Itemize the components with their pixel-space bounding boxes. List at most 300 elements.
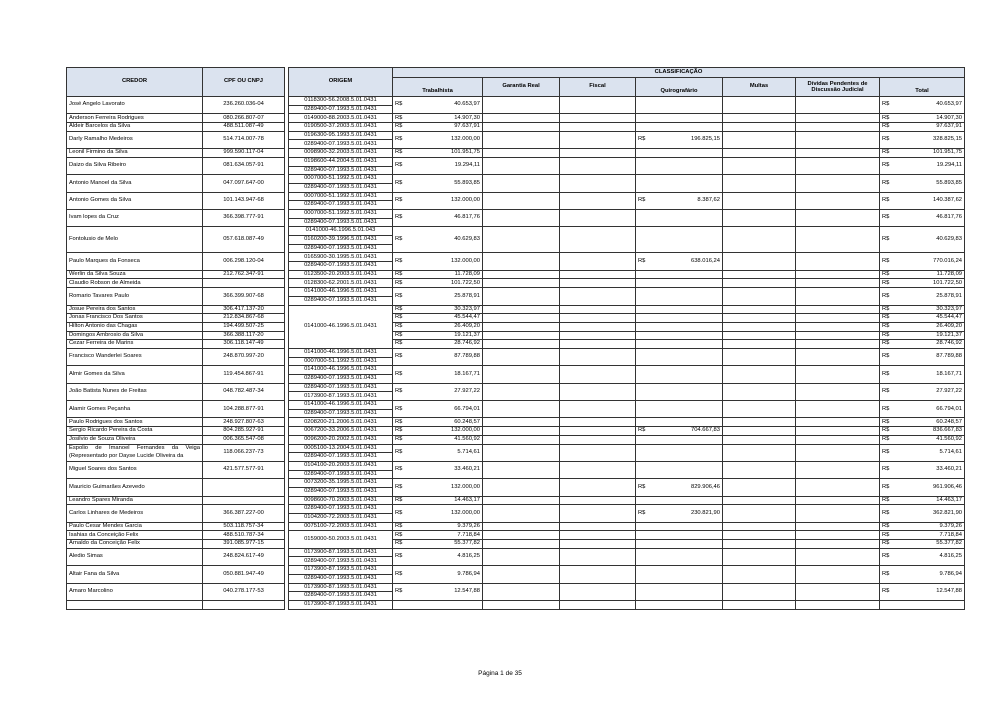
fiscal-cell <box>560 366 636 383</box>
trabalhista-currency: R$ <box>393 123 407 132</box>
trabalhista-currency: R$ <box>393 97 407 114</box>
table-row <box>67 305 965 314</box>
total-value: 45.544,47 <box>893 314 965 323</box>
trabalhista-currency: R$ <box>393 314 407 323</box>
trabalhista-value: 101.722,50 <box>407 279 483 288</box>
fiscal-cell <box>560 461 636 478</box>
total-currency: R$ <box>880 227 893 253</box>
dividas-cell <box>796 209 880 226</box>
origem-cell: 0289400-07.1993.5.01.0431 <box>289 218 393 227</box>
trabalhista-value: 60.248,57 <box>407 418 483 427</box>
total-currency: R$ <box>880 175 893 192</box>
fiscal-cell <box>560 305 636 314</box>
origem-cell: 0075100-72.2003.5.01.0431 <box>289 522 393 531</box>
garantia-real-cell <box>483 461 560 478</box>
fiscal-cell <box>560 548 636 565</box>
multas-cell <box>723 461 796 478</box>
col-credor: CREDOR <box>67 68 203 97</box>
quirografario-value <box>649 522 723 531</box>
trabalhista-currency: R$ <box>393 209 407 226</box>
quirografario-currency <box>636 97 649 114</box>
credor-cell: Leandro Spares Miranda <box>67 496 203 505</box>
credor-cell: José Angelo Lavorato <box>67 97 203 114</box>
garantia-real-cell <box>483 348 560 365</box>
origem-cell: 0098900-32.2003.5.01.0431 <box>289 149 393 158</box>
multas-cell <box>723 279 796 288</box>
cpf-cell: 488.510.787-34 <box>203 531 285 540</box>
dividas-cell <box>796 270 880 279</box>
total-currency: R$ <box>880 566 893 583</box>
dividas-cell <box>796 531 880 540</box>
cpf-cell: 366.387.227-00 <box>203 505 285 522</box>
table-row <box>67 531 965 540</box>
dividas-cell <box>796 288 880 305</box>
cpf-cell: 999.590.117-04 <box>203 149 285 158</box>
quirografario-currency <box>636 600 649 609</box>
credor-cell: Paulo Rodrigues dos Santos <box>67 418 203 427</box>
fiscal-cell <box>560 149 636 158</box>
total-value: 836.667,83 <box>893 427 965 436</box>
fiscal-cell <box>560 209 636 226</box>
origem-cell: 0289400-07.1993.5.01.0431 <box>289 296 393 305</box>
trabalhista-currency: R$ <box>393 522 407 531</box>
fiscal-cell <box>560 279 636 288</box>
origem-cell: 0165900-30.1995.5.01.0431 <box>289 253 393 262</box>
multas-cell <box>723 114 796 123</box>
trabalhista-value: 9.379,26 <box>407 522 483 531</box>
fiscal-cell <box>560 427 636 436</box>
quirografario-currency <box>636 123 649 132</box>
credor-cell: Antonio Manoel da Silva <box>67 175 203 192</box>
cpf-cell <box>203 496 285 505</box>
total-currency: R$ <box>880 157 893 174</box>
total-currency: R$ <box>880 505 893 522</box>
col-origem: ORIGEM <box>289 68 393 97</box>
fiscal-cell <box>560 496 636 505</box>
quirografario-currency <box>636 548 649 565</box>
multas-cell <box>723 444 796 461</box>
quirografario-currency <box>636 114 649 123</box>
cpf-cell: 306.417.137-20 <box>203 305 285 314</box>
cpf-cell: 366.388.117-20 <box>203 331 285 340</box>
fiscal-cell <box>560 600 636 609</box>
cpf-cell: 006.298.120-04 <box>203 253 285 270</box>
origem-cell: 0289400-07.1993.5.01.0431 <box>289 592 393 601</box>
cpf-cell: 118.066.237-73 <box>203 444 285 461</box>
garantia-real-cell <box>483 505 560 522</box>
trabalhista-value: 66.794,01 <box>407 401 483 418</box>
origem-cell: 0141000-46.1996.5.01.0431 <box>289 366 393 375</box>
garantia-real-cell <box>483 227 560 253</box>
table-row <box>67 348 965 357</box>
trabalhista-currency: R$ <box>393 322 407 331</box>
cpf-cell: 503.118.757-34 <box>203 522 285 531</box>
total-value: 55.377,82 <box>893 540 965 549</box>
total-value: 5.714,61 <box>893 444 965 461</box>
fiscal-cell <box>560 418 636 427</box>
cpf-cell: 366.398.777-91 <box>203 209 285 226</box>
total-currency: R$ <box>880 348 893 365</box>
multas-cell <box>723 270 796 279</box>
trabalhista-currency: R$ <box>393 366 407 383</box>
total-value: 55.893,85 <box>893 175 965 192</box>
trabalhista-value: 11.728,09 <box>407 270 483 279</box>
dividas-cell <box>796 600 880 609</box>
trabalhista-value: 14.463,17 <box>407 496 483 505</box>
table-row <box>67 131 965 140</box>
multas-cell <box>723 531 796 540</box>
total-value: 28.746,92 <box>893 340 965 349</box>
trabalhista-currency: R$ <box>393 401 407 418</box>
table-row <box>67 192 965 201</box>
quirografario-currency <box>636 435 649 444</box>
total-currency: R$ <box>880 435 893 444</box>
origem-cell: 0173900-87.1993.5.01.0431 <box>289 566 393 575</box>
origem-cell: 0289400-07.1993.5.01.0431 <box>289 105 393 114</box>
quirografario-value <box>649 600 723 609</box>
dividas-cell <box>796 383 880 400</box>
credor-cell: Domingos Ambrosio da Silva <box>67 331 203 340</box>
credor-cell: Hilton Antonio das Chagas <box>67 322 203 331</box>
trabalhista-value: 87.789,88 <box>407 348 483 365</box>
origem-cell: 0190500-37.2003.5.01.0431 <box>289 123 393 132</box>
quirografario-value <box>649 97 723 114</box>
dividas-cell <box>796 340 880 349</box>
trabalhista-value: 132.000,00 <box>407 253 483 270</box>
fiscal-cell <box>560 270 636 279</box>
quirografario-value <box>649 348 723 365</box>
cpf-cell: 047.097.647-00 <box>203 175 285 192</box>
multas-cell <box>723 496 796 505</box>
table-row <box>67 479 965 488</box>
total-currency: R$ <box>880 401 893 418</box>
multas-cell <box>723 340 796 349</box>
trabalhista-value <box>407 600 483 609</box>
trabalhista-value: 101.951,75 <box>407 149 483 158</box>
garantia-real-cell <box>483 383 560 400</box>
total-value: 33.460,21 <box>893 461 965 478</box>
quirografario-value <box>649 157 723 174</box>
quirografario-value <box>649 444 723 461</box>
credor-cell: Cezar Ferreira de Marins <box>67 340 203 349</box>
dividas-cell <box>796 175 880 192</box>
origem-cell: 0289400-07.1993.5.01.0431 <box>289 409 393 418</box>
cpf-cell: 366.399.907-68 <box>203 288 285 305</box>
quirografario-currency <box>636 444 649 461</box>
origem-cell: 0104200-72.2003.5.01.0431 <box>289 514 393 523</box>
garantia-real-cell <box>483 192 560 209</box>
dividas-cell <box>796 583 880 600</box>
trabalhista-value: 14.907,30 <box>407 114 483 123</box>
credor-cell: Aledio Simas <box>67 548 203 565</box>
quirografario-value: 638.016,24 <box>649 253 723 270</box>
origem-cell: 0141000-46.1996.5.01.0431 <box>289 305 393 348</box>
fiscal-cell <box>560 123 636 132</box>
fiscal-cell <box>560 340 636 349</box>
trabalhista-currency: R$ <box>393 253 407 270</box>
trabalhista-value: 41.560,92 <box>407 435 483 444</box>
trabalhista-currency: R$ <box>393 548 407 565</box>
multas-cell <box>723 418 796 427</box>
total-currency: R$ <box>880 479 893 496</box>
credor-cell: Arnaldo da Conceição Felix <box>67 540 203 549</box>
trabalhista-value: 132.000,00 <box>407 505 483 522</box>
trabalhista-currency: R$ <box>393 192 407 209</box>
quirografario-value <box>649 175 723 192</box>
quirografario-value <box>649 496 723 505</box>
total-value: 12.547,88 <box>893 583 965 600</box>
multas-cell <box>723 209 796 226</box>
credor-cell: Almir Gomes da Silva <box>67 366 203 383</box>
origem-cell: 0104100-20.2003.5.01.0431 <box>289 461 393 470</box>
trabalhista-value: 27.927,22 <box>407 383 483 400</box>
quirografario-value <box>649 401 723 418</box>
cpf-cell <box>203 479 285 496</box>
table-row <box>67 288 965 297</box>
origem-cell: 0173900-87.1993.5.01.0431 <box>289 600 393 609</box>
garantia-real-cell <box>483 331 560 340</box>
total-value: 25.878,91 <box>893 288 965 305</box>
multas-cell <box>723 305 796 314</box>
trabalhista-currency: R$ <box>393 383 407 400</box>
garantia-real-cell <box>483 444 560 461</box>
quirografario-currency <box>636 383 649 400</box>
fiscal-cell <box>560 192 636 209</box>
total-value: 101.951,75 <box>893 149 965 158</box>
table-row <box>67 149 965 158</box>
quirografario-value: 704.667,83 <box>649 427 723 436</box>
quirografario-value <box>649 270 723 279</box>
multas-cell <box>723 435 796 444</box>
table-row <box>67 175 965 184</box>
trabalhista-currency: R$ <box>393 227 407 253</box>
garantia-real-cell <box>483 479 560 496</box>
total-value: 27.927,22 <box>893 383 965 400</box>
table-row <box>67 401 965 410</box>
multas-cell <box>723 427 796 436</box>
garantia-real-cell <box>483 114 560 123</box>
trabalhista-value: 132.000,00 <box>407 192 483 209</box>
garantia-real-cell <box>483 131 560 148</box>
quirografario-currency <box>636 322 649 331</box>
total-currency: R$ <box>880 461 893 478</box>
total-currency: R$ <box>880 418 893 427</box>
dividas-cell <box>796 444 880 461</box>
total-currency: R$ <box>880 340 893 349</box>
trabalhista-currency <box>393 600 407 609</box>
multas-cell <box>723 97 796 114</box>
credor-cell: Francisco Wanderlei Soares <box>67 348 203 365</box>
table-row <box>67 114 965 123</box>
credor-cell: Jonas Francisco Dos Santos <box>67 314 203 323</box>
trabalhista-value: 55.893,85 <box>407 175 483 192</box>
multas-cell <box>723 401 796 418</box>
origem-cell: 0096200-20.2002.5.01.0431 <box>289 435 393 444</box>
fiscal-cell <box>560 583 636 600</box>
credor-cell: Paulo Cesar Mendes Garcia <box>67 522 203 531</box>
garantia-real-cell <box>483 522 560 531</box>
multas-cell <box>723 157 796 174</box>
dividas-cell <box>796 505 880 522</box>
garantia-real-cell <box>483 270 560 279</box>
garantia-real-cell <box>483 149 560 158</box>
trabalhista-currency: R$ <box>393 114 407 123</box>
fiscal-cell <box>560 322 636 331</box>
dividas-cell <box>796 97 880 114</box>
multas-cell <box>723 548 796 565</box>
dividas-cell <box>796 123 880 132</box>
credor-cell: Darly Ramalho Medeiros <box>67 131 203 148</box>
multas-cell <box>723 253 796 270</box>
quirografario-currency <box>636 418 649 427</box>
credor-cell: Fontolusio de Melo <box>67 227 203 253</box>
trabalhista-currency: R$ <box>393 279 407 288</box>
garantia-real-cell <box>483 540 560 549</box>
table-row <box>67 461 965 470</box>
credor-cell <box>67 600 203 609</box>
garantia-real-cell <box>483 401 560 418</box>
quirografario-currency: R$ <box>636 131 649 148</box>
trabalhista-value: 7.718,84 <box>407 531 483 540</box>
multas-cell <box>723 123 796 132</box>
multas-cell <box>723 522 796 531</box>
multas-cell <box>723 131 796 148</box>
origem-cell: 0289400-07.1993.5.01.0431 <box>289 201 393 210</box>
garantia-real-cell <box>483 427 560 436</box>
table-row <box>67 427 965 436</box>
col-classificacao: CLASSIFICAÇÃO <box>393 68 965 78</box>
quirografario-currency <box>636 314 649 323</box>
total-value: 60.248,57 <box>893 418 965 427</box>
trabalhista-value: 33.460,21 <box>407 461 483 478</box>
credor-cell: Miguel Soares dos Santos <box>67 461 203 478</box>
garantia-real-cell <box>483 157 560 174</box>
garantia-real-cell <box>483 496 560 505</box>
credor-cell: Josue Pereira dos Santos <box>67 305 203 314</box>
cpf-cell: 119.454.867-91 <box>203 366 285 383</box>
trabalhista-currency: R$ <box>393 175 407 192</box>
dividas-cell <box>796 192 880 209</box>
total-value: 11.728,09 <box>893 270 965 279</box>
multas-cell <box>723 192 796 209</box>
origem-cell: 0289400-07.1993.5.01.0431 <box>289 183 393 192</box>
total-currency: R$ <box>880 305 893 314</box>
col-cpf: CPF OU CNPJ <box>203 68 285 97</box>
cpf-cell: 248.927.807-63 <box>203 418 285 427</box>
credor-cell: Josilvio de Souza Oliveira <box>67 435 203 444</box>
fiscal-cell <box>560 348 636 365</box>
fiscal-cell <box>560 401 636 418</box>
origem-cell: 0005100-13.2004.5.01.0431 <box>289 444 393 453</box>
multas-cell <box>723 566 796 583</box>
garantia-real-cell <box>483 175 560 192</box>
dividas-cell <box>796 305 880 314</box>
multas-cell <box>723 288 796 305</box>
quirografario-value: 230.821,90 <box>649 505 723 522</box>
garantia-real-cell <box>483 97 560 114</box>
quirografario-value <box>649 149 723 158</box>
credor-cell: Claudio Robson de Almeida <box>67 279 203 288</box>
trabalhista-value: 19.294,11 <box>407 157 483 174</box>
trabalhista-currency: R$ <box>393 418 407 427</box>
total-value: 41.560,92 <box>893 435 965 444</box>
total-currency: R$ <box>880 496 893 505</box>
quirografario-currency <box>636 305 649 314</box>
quirografario-currency <box>636 270 649 279</box>
spacer-cell <box>285 540 289 549</box>
cpf-cell: 212.762.347-91 <box>203 270 285 279</box>
garantia-real-cell <box>483 305 560 314</box>
total-currency: R$ <box>880 427 893 436</box>
fiscal-cell <box>560 175 636 192</box>
total-currency: R$ <box>880 548 893 565</box>
credor-cell: Paulo Marques da Fonseca <box>67 253 203 270</box>
total-value: 4.816,25 <box>893 548 965 565</box>
table-row <box>67 505 965 514</box>
trabalhista-value: 4.816,25 <box>407 548 483 565</box>
trabalhista-value: 97.637,91 <box>407 123 483 132</box>
trabalhista-currency: R$ <box>393 566 407 583</box>
origem-cell: 0289400-07.1993.5.01.0431 <box>289 574 393 583</box>
origem-cell: 0289400-07.1993.5.01.0431 <box>289 383 393 392</box>
cpf-cell: 048.782.487-34 <box>203 383 285 400</box>
cpf-cell: 080.266.807-07 <box>203 114 285 123</box>
table-row <box>67 270 965 279</box>
quirografario-value <box>649 209 723 226</box>
table-row <box>67 566 965 575</box>
total-currency <box>880 600 893 609</box>
cpf-cell: 306.118.147-49 <box>203 340 285 349</box>
trabalhista-currency: R$ <box>393 305 407 314</box>
credor-cell: João Batista Nunes de Freitas <box>67 383 203 400</box>
quirografario-currency <box>636 540 649 549</box>
dividas-cell <box>796 540 880 549</box>
table-row <box>67 157 965 166</box>
total-value: 97.637,91 <box>893 123 965 132</box>
fiscal-cell <box>560 531 636 540</box>
trabalhista-value: 25.878,91 <box>407 288 483 305</box>
trabalhista-currency: R$ <box>393 479 407 496</box>
table-row <box>67 435 965 444</box>
table-row <box>67 322 965 331</box>
credor-cell: Romario Tavares Paulo <box>67 288 203 305</box>
fiscal-cell <box>560 288 636 305</box>
quirografario-currency <box>636 157 649 174</box>
trabalhista-currency: R$ <box>393 340 407 349</box>
origem-cell: 0007000-51.1992.5.01.0431 <box>289 175 393 184</box>
table-row <box>67 418 965 427</box>
quirografario-value: 196.825,15 <box>649 131 723 148</box>
credor-cell: Antonio Gomes da Silva <box>67 192 203 209</box>
trabalhista-value: 30.323,97 <box>407 305 483 314</box>
dividas-cell <box>796 114 880 123</box>
dividas-cell <box>796 157 880 174</box>
quirografario-value <box>649 314 723 323</box>
table-row <box>67 123 965 132</box>
trabalhista-value: 46.817,76 <box>407 209 483 226</box>
table-row <box>67 314 965 323</box>
total-value: 9.379,26 <box>893 522 965 531</box>
origem-cell: 0173900-87.1993.5.01.0431 <box>289 548 393 557</box>
credor-cell: Mauricio Guimarães Azevedo <box>67 479 203 496</box>
dividas-cell <box>796 418 880 427</box>
total-value: 40.629,83 <box>893 227 965 253</box>
cpf-cell: 006.365.547-08 <box>203 435 285 444</box>
total-currency: R$ <box>880 331 893 340</box>
multas-cell <box>723 175 796 192</box>
origem-cell: 0289400-07.1993.5.01.0431 <box>289 166 393 175</box>
dividas-cell <box>796 279 880 288</box>
